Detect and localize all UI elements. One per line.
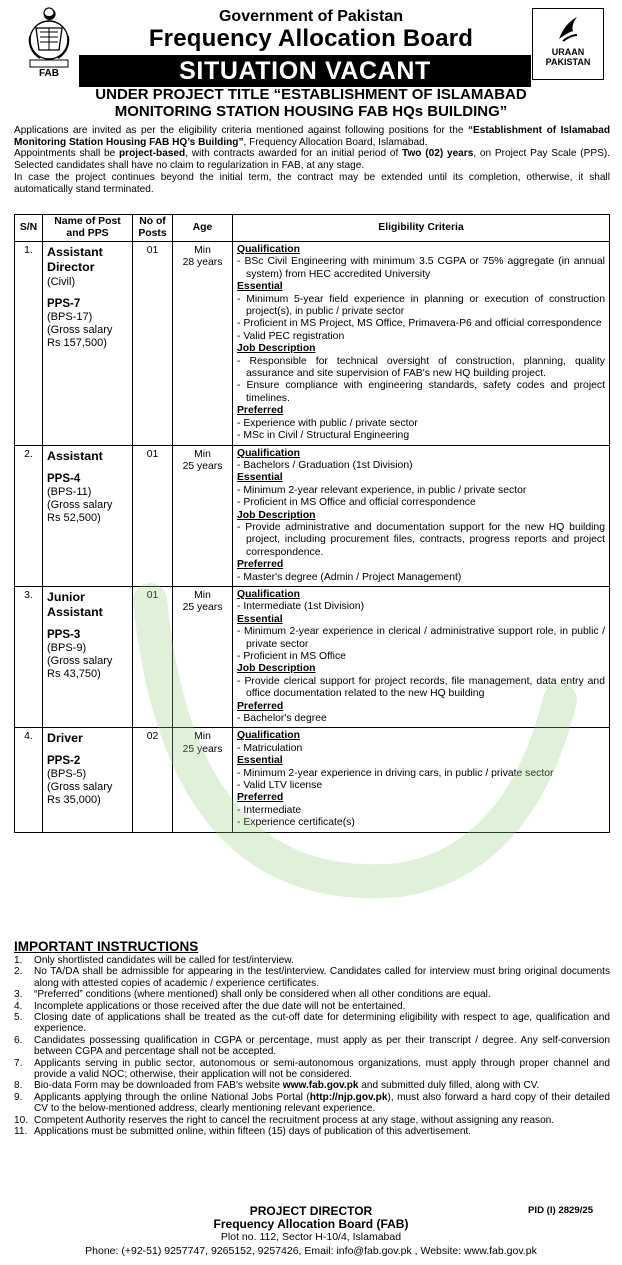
table-row [15,445,610,586]
instruction-text: Applications must be submitted online, within fifteen (15) days of publication of this advertisement. [34,1126,472,1138]
row-sn: 3. [15,586,43,727]
post-discipline: (Civil) [47,276,76,288]
instruction-item [14,955,610,966]
post-salary-label: (Gross salary [47,324,113,336]
instruction-text: No TA/DA shall be admissible for appearing in the test/interview. Candidates called for interview must bring original documents along with attested copies of academic / experience certificates. [34,966,610,989]
row-sn: 4. [15,728,43,832]
table-header-row [15,215,610,242]
instruction-text: Incomplete applications or those received after the due date will not be entertained. [34,1000,406,1012]
instruction-text-end: ), must also forward a hard copy of their detailed CV to the below-mentioned address, clearly mentioning relevant experience. [34,1091,610,1115]
criteria-list [237,805,605,830]
row-post [43,242,133,446]
criteria-item: - Experience with public / private sector [237,418,605,430]
instruction-item [14,1001,610,1012]
post-pps: PPS-2 [47,755,81,768]
criteria-item: - Proficient in MS Project, MS Office, Primavera-P6 and official correspondence [237,318,605,330]
post-pps: PPS-7 [47,298,81,310]
instruction-number: 2. [14,966,23,978]
row-posts: 01 [133,586,173,727]
row-age [173,586,233,727]
criteria-section-title: Job Description [237,663,316,675]
footer-board: Frequency Allocation Board (FAB) [213,1217,409,1231]
criteria-item: - MSc in Civil / Structural Engineering [237,430,605,442]
criteria-item: - Minimum 5-year field experience in planning or execution of construction project(s), in public / private sector [237,294,605,319]
criteria-list [237,522,605,559]
instruction-link[interactable]: www.fab.gov.pk [282,1080,359,1092]
instruction-item [14,1058,610,1081]
instruction-number: 11. [14,1126,28,1138]
instructions-list [14,955,610,1138]
post-salary-amount: Rs 43,750) [47,667,101,680]
criteria-item: - Minimum 2-year experience in clerical / administrative support role, in public / private sector [237,626,605,651]
instruction-link[interactable]: http://njp.gov.pk [309,1091,388,1103]
intro-paragraph-1: Applications are invited as per the eligibility criteria mentioned against following positions for the “Establishment of Islamabad Monitoring Station Housing FAB HQ’s Building”, Frequency Allocation Board, Islamabad. [14,125,611,148]
pid-number: PID (I) 2829/25 [528,1205,594,1216]
instruction-number: 9. [14,1091,23,1103]
post-salary-amount: Rs 52,500) [47,511,101,524]
age-min-label: Min [194,731,211,743]
footer-address: Plot no. 112, Sector H-10/4, Islamabad [220,1231,402,1243]
criteria-item: - Master's degree (Admin / Project Management) [237,572,605,584]
criteria-section-title: Preferred [237,700,284,712]
row-age [173,242,233,446]
positions-table [14,214,610,833]
criteria-section-title: Preferred [237,792,284,804]
criteria-section-title: Essential [237,755,283,767]
criteria-item: - BSc Civil Engineering with minimum 3.5 CGPA or 75% aggregate (in annual system) from HEC accredited University [237,256,605,281]
criteria-list [237,485,605,510]
instruction-number: 6. [14,1034,23,1046]
post-name: Assistant Director [47,245,103,274]
row-age [173,728,233,832]
post-bps: (BPS-17) [47,311,93,323]
instruction-number: 7. [14,1057,23,1069]
criteria-item: - Experience certificate(s) [237,817,605,829]
criteria-list [237,601,605,613]
instruction-text: Closing date of applications shall be treated as the cut-off date for determining eligibility with respect to age, qualification and experience. [34,1012,610,1035]
criteria-list [237,626,605,663]
criteria-item: - Minimum 2-year experience in driving cars, in public / private sector [237,768,605,780]
criteria-list [237,460,605,472]
instruction-number: 10. [14,1114,29,1126]
uraan-logo-line2: PAKISTAN [545,57,591,67]
post-salary-label: (Gross salary [47,654,113,667]
table-row [15,242,610,446]
post-bps: (BPS-5) [47,768,87,781]
row-eligibility [233,445,610,586]
instruction-item [14,1115,610,1126]
row-eligibility [233,586,610,727]
row-eligibility [233,728,610,832]
criteria-item: - Intermediate (1st Division) [237,601,605,613]
row-post [43,728,133,832]
criteria-list [237,418,605,443]
age-min-label: Min [194,589,211,601]
criteria-item: - Responsible for technical oversight of construction, planning, quality assurance and site supervision of FAB's new HQ building project. [237,356,605,381]
situation-vacant-banner: SITUATION VACANT [79,55,531,87]
criteria-list [237,713,605,725]
post-name: Junior Assistant [47,589,103,619]
post-bps: (BPS-11) [47,485,92,498]
row-sn: 1. [15,242,43,446]
criteria-section-title: Job Description [237,343,316,355]
row-posts: 02 [133,728,173,832]
instruction-text: Bio-data Form may be downloaded from FAB's website [34,1080,283,1092]
footer-title: PROJECT DIRECTOR [249,1204,373,1218]
government-heading: Government of Pakistan [218,8,404,25]
criteria-item: - Intermediate [237,805,605,817]
criteria-section-title: Qualification [237,447,300,459]
post-name: Driver [47,731,83,746]
criteria-section-title: Essential [237,281,283,293]
post-pps: PPS-4 [47,472,81,485]
post-bps: (BPS-9) [47,641,87,654]
post-salary-amount: Rs 157,500) [47,337,107,349]
criteria-list [237,768,605,793]
header-post: Name of Post and PPS [43,215,133,242]
intro-paragraph-3: In case the project continues beyond the initial term, the contract may be extended until its completion, otherwise, it shall automatically stand terminated. [14,171,610,195]
instruction-number: 4. [14,1000,23,1012]
criteria-item: - Valid LTV license [237,780,605,792]
instruction-item [14,966,610,989]
row-post [43,586,133,727]
criteria-section-title: Job Description [237,509,316,521]
age-value: 25 years [182,460,223,472]
instruction-text: Only shortlisted candidates will be called for test/interview. [34,955,294,966]
criteria-item: - Valid PEC registration [237,331,605,343]
criteria-item: - Matriculation [237,743,605,755]
instruction-number: 5. [14,1012,23,1024]
criteria-section-title: Qualification [237,730,300,742]
instruction-number: 1. [14,955,23,966]
instruction-text: Applicants applying through the online National Jobs Portal ( [34,1091,310,1103]
criteria-item: - Bachelors / Graduation (1st Division) [237,460,605,472]
instruction-item [14,1126,610,1137]
criteria-section-title: Preferred [237,405,284,417]
criteria-item: - Provide administrative and documentation support for the new HQ building project, including procurement files, contracts, progress reports and project correspondence. [237,522,605,559]
instruction-item [14,1092,610,1115]
header-posts: No of Posts [133,215,173,242]
criteria-list [237,256,605,281]
age-min-label: Min [194,448,211,460]
criteria-section-title: Preferred [237,559,284,571]
instruction-text-end: and submitted duly filled, along with CV. [358,1080,540,1092]
row-eligibility [233,242,610,446]
instruction-number: 8. [14,1080,23,1092]
criteria-section-title: Essential [237,613,283,625]
fab-logo-label: FAB [39,68,59,79]
table-row [15,586,610,727]
criteria-item: - Minimum 2-year relevant experience, in public / private sector [237,485,605,497]
criteria-item: - Proficient in MS Office and official correspondence [237,497,605,509]
project-title-line2: MONITORING STATION HOUSING FAB HQs BUILDING” [114,103,508,120]
instruction-item [14,1080,610,1091]
row-age [173,445,233,586]
table-row [15,728,610,832]
criteria-list [237,743,605,755]
intro-paragraph-2: Appointments shall be project-based, with contracts awarded for an initial period of Two (02) years, on Project Pay Scale (PPS). Selected candidates shall have no claim to regularization in FAB, at any stage. [14,148,610,172]
criteria-section-title: Qualification [237,244,300,255]
header-age: Age [173,215,233,242]
criteria-section-title: Essential [237,472,283,484]
post-salary-label: (Gross salary [47,781,113,794]
post-pps: PPS-3 [47,628,81,641]
post-salary-label: (Gross salary [47,498,113,511]
instruction-text: Candidates possessing qualification in CGPA or percentage, must apply as per their transcript / degree. Any self-conversion between CGPA and percentage shall not be accepted. [34,1034,610,1058]
criteria-list [237,294,605,344]
instruction-text: Competent Authority reserves the right to cancel the recruitment process at any stage, without assigning any reason. [34,1114,555,1126]
instruction-text: Applicants serving in public sector, autonomous or semi-autonomous organizations, must apply through proper channel and provide a valid NOC; otherwise, their application will not be considered. [34,1057,610,1081]
criteria-item: - Proficient in MS Office [237,651,605,663]
age-value: 25 years [182,602,223,614]
header-eligibility: Eligibility Criteria [233,215,610,242]
instruction-text: “Preferred” conditions (where mentioned) shall only be considered when all other conditions are equal. [34,989,491,1001]
criteria-list [237,572,605,584]
board-heading: Frequency Allocation Board [148,25,474,52]
footer-contact: Phone: (+92-51) 9257747, 9265152, 9257426, Email: info@fab.gov.pk , Website: www.fab.gov.pk [85,1245,537,1257]
instruction-item [14,1012,610,1035]
criteria-item: - Ensure compliance with engineering standards, safety codes and project timelines. [237,380,605,405]
instruction-number: 3. [14,989,23,1001]
post-name: Assistant [47,448,103,463]
age-value: 28 years [182,257,223,269]
row-posts: 01 [133,445,173,586]
row-post [43,445,133,586]
row-posts: 01 [133,242,173,446]
row-sn: 2. [15,445,43,586]
header-sn: S/N [15,215,43,242]
instruction-item [14,989,610,1000]
criteria-section-title: Qualification [237,588,300,600]
project-title-line1: UNDER PROJECT TITLE “ESTABLISHMENT OF ISLAMABAD [95,86,527,103]
criteria-list [237,676,605,701]
age-value: 25 years [182,743,223,755]
criteria-item: - Provide clerical support for project records, file management, data entry and office documentation related to the new HQ building [237,676,605,701]
criteria-list [237,356,605,406]
instruction-item [14,1035,610,1058]
intro-text [14,125,610,195]
instructions-title: IMPORTANT INSTRUCTIONS [14,939,199,954]
post-salary-amount: Rs 35,000) [47,794,101,807]
uraan-logo-line1: URAAN [551,47,585,57]
criteria-item: - Bachelor's degree [237,713,605,725]
age-min-label: Min [194,245,211,256]
